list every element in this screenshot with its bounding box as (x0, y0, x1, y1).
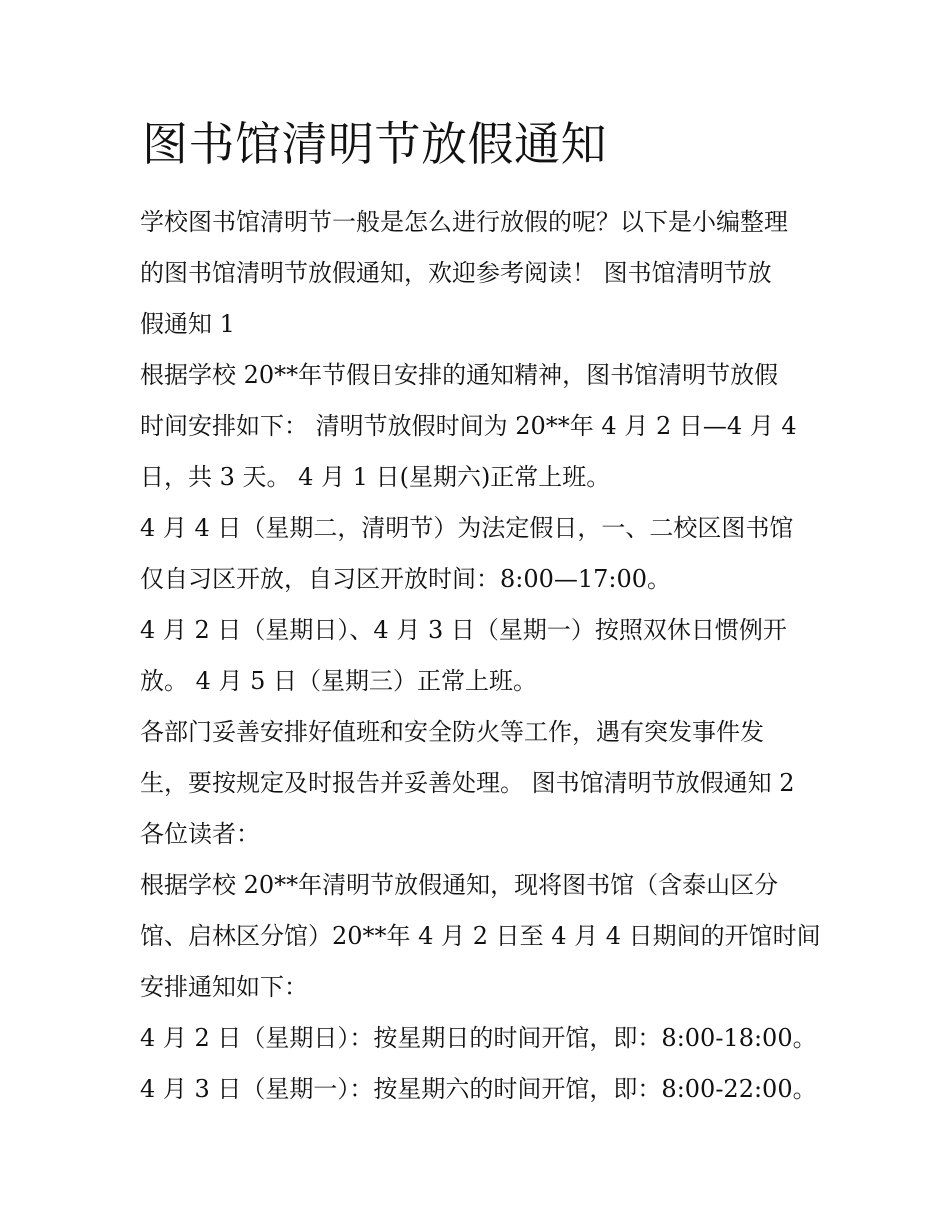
text-line: 根据学校 20**年清明节放假通知，现将图书馆（含泰山区分 (140, 871, 779, 899)
text-line: 4 月 2 日（星期日）、4 月 3 日（星期一）按照双休日惯例开 (140, 616, 787, 644)
text-line: 各部门妥善安排好值班和安全防火等工作，遇有突发事件发 (140, 718, 764, 746)
text-line: 各位读者： (140, 820, 260, 848)
text-line: 4 月 4 日（星期二，清明节）为法定假日，一、二校区图书馆 (140, 514, 794, 542)
text-line: 假通知 1 (140, 310, 235, 338)
text-line: 时间安排如下： 清明节放假时间为 20**年 4 月 2 日—4 月 4 (140, 412, 797, 440)
text-line: 4 月 2 日（星期日）：按星期日的时间开馆，即：8:00-18:00。 (140, 1024, 817, 1052)
text-line: 仅自习区开放，自习区开放时间：8:00—17:00。 (140, 565, 672, 593)
text-line: 生，要按规定及时报告并妥善处理。 图书馆清明节放假通知 2 (140, 769, 795, 797)
text-line: 日，共 3 天。 4 月 1 日(星期六)正常上班。 (140, 463, 611, 491)
text-line: 的图书馆清明节放假通知，欢迎参考阅读！ 图书馆清明节放 (140, 259, 772, 287)
document-body (140, 200, 830, 1118)
text-line: 根据学校 20**年节假日安排的通知精神，图书馆清明节放假 (140, 361, 779, 389)
document-title: 图书馆清明节放假通知 (142, 117, 607, 171)
text-line: 学校图书馆清明节一般是怎么进行放假的呢？以下是小编整理 (140, 208, 788, 236)
text-line: 馆、启林区分馆）20**年 4 月 2 日至 4 月 4 日期间的开馆时间 (140, 922, 821, 950)
text-line: 4 月 3 日（星期一）：按星期六的时间开馆，即：8:00-22:00。 (140, 1075, 817, 1103)
text-line: 安排通知如下： (140, 973, 308, 1001)
text-line: 放。 4 月 5 日（星期三）正常上班。 (140, 667, 538, 695)
